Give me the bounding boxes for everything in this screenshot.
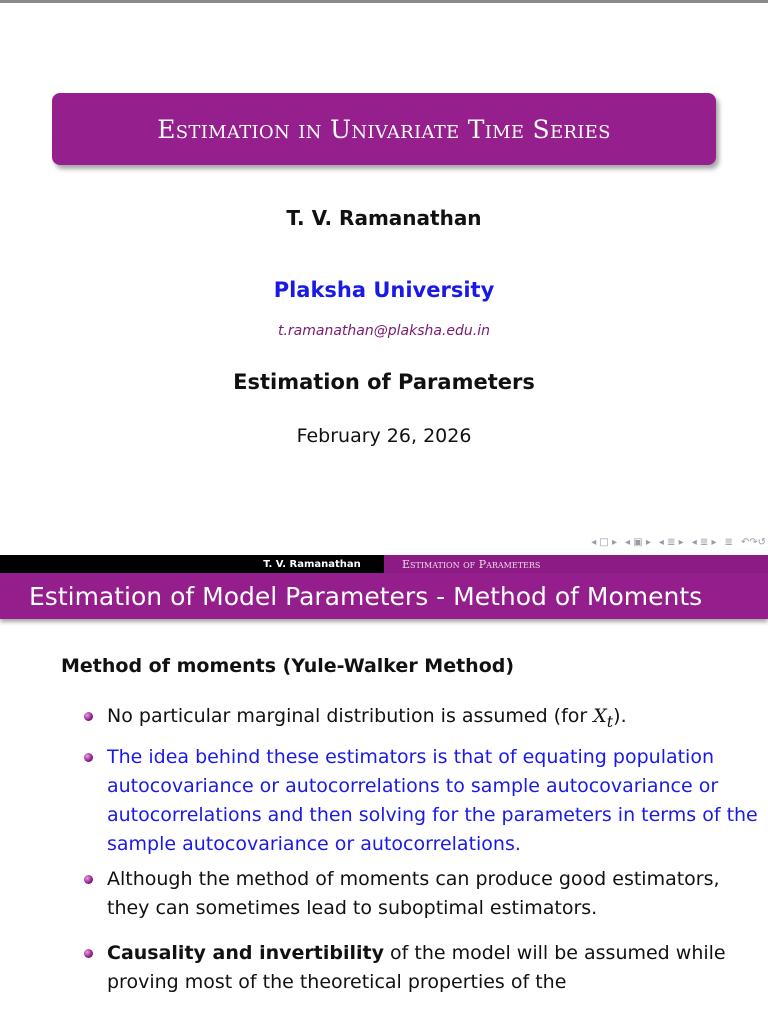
bullet-bold-text: Causality and invertibility <box>107 941 384 964</box>
bullet-dot-icon <box>84 712 93 721</box>
presentation-date: February 26, 2026 <box>296 425 472 447</box>
list-item <box>80 702 760 736</box>
bullet-text: No particular marginal distribution is assumed (for <box>107 705 594 727</box>
bullet-text-end: ). <box>613 705 627 727</box>
bullet-dot-icon <box>84 949 93 958</box>
beamer-navigation-bar <box>510 535 766 549</box>
footer-author: T. V. Ramanathan <box>263 558 361 570</box>
bullet-list <box>80 702 760 997</box>
frame-title: Estimation of Model Parameters - Method of Moments <box>29 581 703 611</box>
institute-name: Plaksha University <box>273 278 495 302</box>
frame-title-bar <box>0 573 768 619</box>
author-name: T. V. Ramanathan <box>286 206 482 230</box>
author-email[interactable]: t.ramanathan@plaksha.edu.in <box>277 323 490 339</box>
presentation-subtitle: Estimation of Parameters <box>233 370 535 394</box>
bullet-text: The idea behind these estimators is that of equating population autocovariance or autocorrelations to sample autocovariance or autocorrelations and then solving for the parameters in terms of the sample autocovariance or autocorrelations. <box>107 745 758 855</box>
nav-search-back-icon[interactable]: ↶↷↺ <box>740 536 766 548</box>
list-item <box>80 939 760 997</box>
nav-presentation-icon[interactable]: ◂ ≣ ▸ <box>691 536 717 548</box>
bullet-text: of the model will be assumed while proving most of the theoretical properties of the <box>107 941 726 993</box>
footer-title: Estimation of Parameters <box>384 555 768 573</box>
presentation-title-box <box>52 93 716 165</box>
nav-section-icon[interactable]: ◂ ≣ ▸ <box>658 536 684 548</box>
math-subscript: t <box>606 711 614 731</box>
bullet-text: Although the method of moments can produce good estimators, they can sometimes lead to suboptimal estimators. <box>107 867 720 919</box>
bullet-dot-icon <box>84 753 93 762</box>
bullet-dot-icon <box>84 875 93 884</box>
block-title: Method of moments (Yule-Walker Method) <box>61 655 515 677</box>
nav-appendix-icon[interactable]: ≣ <box>724 536 733 548</box>
nav-subsection-icon[interactable]: ◂ ▣ ▸ <box>625 536 651 548</box>
math-variable: X <box>593 705 607 727</box>
nav-frame-icon[interactable]: ◂ □ ▸ <box>591 536 618 548</box>
presentation-title: Estimation in Univariate Time Series <box>157 114 611 144</box>
list-item <box>80 865 760 923</box>
list-item <box>80 743 760 859</box>
slide-footer <box>0 555 768 573</box>
top-edge-line <box>0 0 768 3</box>
